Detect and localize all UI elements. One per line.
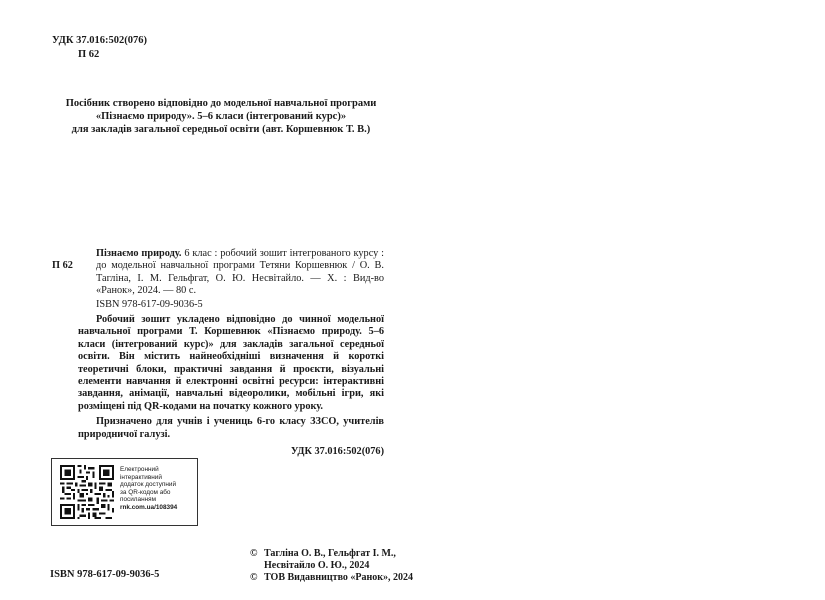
udk-header [52, 34, 147, 62]
qr-info-box [51, 458, 198, 526]
abstract-paragraph: Робочий зошит укладено відповідно до чинної модельної навчальної програми Т. Коршевнюк «Пізнаємо природу. 5–6 класи (інтегрований курс)» для закладів загальної середньої освіти. Він містить найнеобхідніші визначення й короткі теоретичні блоки, практичні завдання й проєкти, візуальні елементи навчання й електронні освітні ресурси: інтерактивні завдання, анімації, навчальні відеоролики, мобільні ігри, які розміщені під QR-кодами на початку кожного уроку. [78, 314, 384, 412]
copyright-symbol: © [250, 548, 258, 559]
record-udk: УДК 37.016:502(076) [290, 446, 384, 458]
author-index: П 62 [78, 49, 100, 60]
basis-line: Посібник створено відповідно до модельної навчальної програми [65, 98, 377, 109]
copyright-symbol: © [250, 572, 258, 584]
qr-line: за QR-кодом або [120, 488, 171, 496]
isbn-footer: ISBN 978-617-09-9036-5 [50, 569, 160, 580]
qr-line: посиланням [120, 496, 156, 504]
abstract-paragraph: Призначено для учнів і учениць 6-го класу ЗЗСО, учителів природничої галузі. [78, 416, 384, 440]
qr-line: Електронний [120, 466, 159, 473]
qr-code-icon[interactable] [60, 465, 114, 519]
record-title: Пізнаємо природу. [96, 248, 182, 259]
record-description: 6 клас : робочий зошит інтегрованого курсу : до модельної навчальної програми Тетяни Коршевнюк / О. В. Тагліна, І. М. Гельфгат, О. Ю. Несвітайло. — Х. : Вид-во «Ранок», 2024. — 80 с. [96, 248, 384, 297]
bibliographic-record [52, 248, 384, 459]
qr-description [120, 466, 197, 512]
qr-line: інтерактивний [120, 473, 162, 481]
program-basis-note [50, 97, 392, 136]
basis-line: для закладів загальної середньої освіти (авт. Коршевнюк Т. В.) [71, 124, 371, 135]
copyright-authors: Тагліна О. В., Гельфгат І. М., [264, 548, 396, 559]
record-isbn: ISBN 978-617-09-9036-5 [96, 298, 203, 310]
qr-line: додаток доступний [120, 481, 177, 489]
copyright-publisher: ТОВ Видавництво «Ранок», 2024 [264, 572, 414, 584]
record-abstract [52, 314, 384, 441]
udk-code: УДК 37.016:502(076) [52, 35, 147, 46]
basis-line: «Пізнаємо природу». 5–6 класи (інтегрований курс)» [95, 111, 347, 122]
copyright-authors-cont: Несвітайло О. Ю., 2024 [264, 560, 370, 572]
record-heading [52, 248, 384, 298]
qr-link[interactable]: rnk.com.ua/108394 [120, 503, 178, 511]
copyright-block [250, 548, 413, 585]
record-index: П 62 [52, 260, 73, 272]
